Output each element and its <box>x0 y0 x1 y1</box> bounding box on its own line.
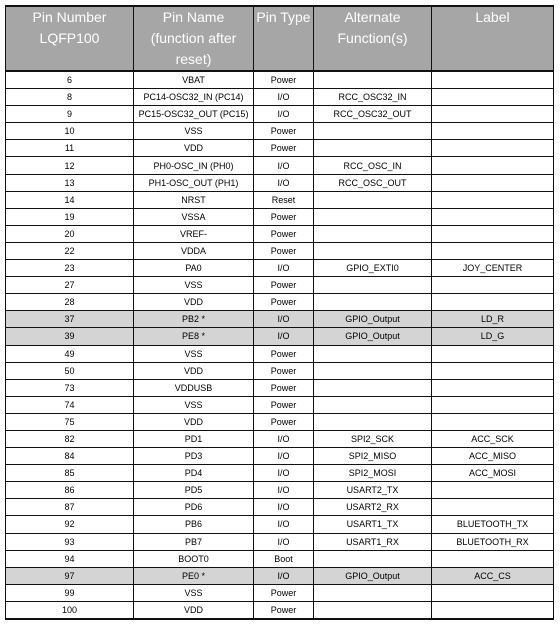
cell-pin-number: 73 <box>6 379 134 396</box>
table-row <box>6 533 554 550</box>
table-row <box>6 89 554 106</box>
cell-label <box>432 584 554 601</box>
cell-pin-name: PD1 <box>134 430 254 447</box>
cell-label: LD_R <box>432 311 554 328</box>
cell-pin-name: VDD <box>134 601 254 619</box>
cell-alternate-function: SPI2_MOSI <box>314 465 432 482</box>
table-row <box>6 277 554 294</box>
cell-alternate-function <box>314 396 432 413</box>
cell-pin-number: 49 <box>6 345 134 362</box>
cell-alternate-function: GPIO_Output <box>314 567 432 584</box>
cell-pin-name: VBAT <box>134 71 254 89</box>
cell-pin-type: Power <box>254 345 314 362</box>
cell-label <box>432 396 554 413</box>
cell-alternate-function: GPIO_Output <box>314 328 432 345</box>
cell-pin-number: 14 <box>6 191 134 208</box>
cell-pin-number: 20 <box>6 225 134 242</box>
cell-alternate-function: RCC_OSC32_OUT <box>314 106 432 123</box>
cell-pin-name: VDDUSB <box>134 379 254 396</box>
cell-pin-type: Power <box>254 379 314 396</box>
cell-pin-number: 39 <box>6 328 134 345</box>
pin-table-container <box>5 5 554 620</box>
cell-pin-number: 8 <box>6 89 134 106</box>
cell-alternate-function <box>314 242 432 259</box>
cell-pin-type: I/O <box>254 430 314 447</box>
cell-pin-name: VDDA <box>134 242 254 259</box>
cell-alternate-function <box>314 225 432 242</box>
cell-pin-name: NRST <box>134 191 254 208</box>
cell-pin-number: 13 <box>6 174 134 191</box>
cell-label <box>432 277 554 294</box>
cell-label <box>432 379 554 396</box>
cell-pin-number: 92 <box>6 516 134 533</box>
cell-pin-name: PE8 * <box>134 328 254 345</box>
cell-alternate-function: RCC_OSC_OUT <box>314 174 432 191</box>
cell-pin-number: 93 <box>6 533 134 550</box>
cell-pin-name: VDD <box>134 362 254 379</box>
cell-label <box>432 140 554 157</box>
cell-pin-type: I/O <box>254 499 314 516</box>
cell-label: ACC_CS <box>432 567 554 584</box>
cell-pin-name: VREF- <box>134 225 254 242</box>
table-row <box>6 294 554 311</box>
cell-alternate-function: GPIO_Output <box>314 311 432 328</box>
cell-alternate-function: USART2_RX <box>314 499 432 516</box>
cell-label <box>432 191 554 208</box>
cell-alternate-function: GPIO_EXTI0 <box>314 260 432 277</box>
table-row <box>6 328 554 345</box>
cell-pin-number: 87 <box>6 499 134 516</box>
cell-label <box>432 413 554 430</box>
pin-table-body <box>6 71 554 619</box>
header-pin-type-line: Pin Type <box>256 9 311 25</box>
cell-pin-type: Power <box>254 584 314 601</box>
cell-pin-number: 9 <box>6 106 134 123</box>
cell-label: LD_G <box>432 328 554 345</box>
cell-label <box>432 499 554 516</box>
cell-pin-number: 50 <box>6 362 134 379</box>
cell-pin-name: PE0 * <box>134 567 254 584</box>
cell-pin-number: 74 <box>6 396 134 413</box>
cell-label: ACC_MOSI <box>432 465 554 482</box>
cell-pin-type: Power <box>254 140 314 157</box>
cell-pin-type: Power <box>254 396 314 413</box>
cell-pin-type: Power <box>254 277 314 294</box>
cell-pin-number: 84 <box>6 448 134 465</box>
cell-pin-number: 6 <box>6 71 134 89</box>
table-row <box>6 362 554 379</box>
cell-pin-type: Power <box>254 123 314 140</box>
cell-alternate-function: USART1_RX <box>314 533 432 550</box>
table-row <box>6 413 554 430</box>
cell-label: BLUETOOTH_RX <box>432 533 554 550</box>
cell-pin-number: 85 <box>6 465 134 482</box>
cell-pin-name: PC15-OSC32_OUT (PC15) <box>134 106 254 123</box>
cell-pin-number: 99 <box>6 584 134 601</box>
table-row <box>6 482 554 499</box>
cell-alternate-function <box>314 601 432 619</box>
cell-pin-type: Boot <box>254 550 314 567</box>
cell-pin-name: VDD <box>134 294 254 311</box>
cell-label <box>432 345 554 362</box>
cell-pin-type: Reset <box>254 191 314 208</box>
table-row <box>6 396 554 413</box>
cell-pin-name: PA0 <box>134 260 254 277</box>
cell-pin-name: VSSA <box>134 208 254 225</box>
cell-pin-number: 28 <box>6 294 134 311</box>
table-row <box>6 311 554 328</box>
cell-pin-number: 100 <box>6 601 134 619</box>
table-row <box>6 157 554 174</box>
cell-alternate-function <box>314 345 432 362</box>
table-row <box>6 448 554 465</box>
cell-alternate-function: USART1_TX <box>314 516 432 533</box>
header-pin-number-line: Pin Number <box>32 9 107 25</box>
table-row <box>6 140 554 157</box>
cell-pin-name: PD6 <box>134 499 254 516</box>
header-alt-line: Function(s) <box>337 30 408 46</box>
table-row <box>6 601 554 619</box>
table-row <box>6 260 554 277</box>
table-row <box>6 465 554 482</box>
cell-pin-name: PD3 <box>134 448 254 465</box>
table-row <box>6 550 554 567</box>
pin-configuration-table <box>5 5 554 620</box>
cell-pin-name: PC14-OSC32_IN (PC14) <box>134 89 254 106</box>
cell-pin-number: 37 <box>6 311 134 328</box>
cell-label <box>432 294 554 311</box>
cell-pin-name: PH0-OSC_IN (PH0) <box>134 157 254 174</box>
cell-pin-number: 97 <box>6 567 134 584</box>
cell-alternate-function <box>314 140 432 157</box>
cell-alternate-function <box>314 550 432 567</box>
cell-pin-name: VSS <box>134 277 254 294</box>
cell-label <box>432 174 554 191</box>
cell-pin-name: PD5 <box>134 482 254 499</box>
cell-alternate-function: RCC_OSC32_IN <box>314 89 432 106</box>
cell-alternate-function: USART2_TX <box>314 482 432 499</box>
cell-label <box>432 362 554 379</box>
header-pin-name-line: reset) <box>175 51 212 67</box>
cell-label <box>432 550 554 567</box>
header-label <box>432 6 554 71</box>
cell-label: BLUETOOTH_TX <box>432 516 554 533</box>
cell-pin-type: I/O <box>254 567 314 584</box>
cell-pin-number: 27 <box>6 277 134 294</box>
cell-pin-type: I/O <box>254 482 314 499</box>
cell-alternate-function <box>314 208 432 225</box>
cell-label: ACC_SCK <box>432 430 554 447</box>
cell-pin-type: Power <box>254 601 314 619</box>
cell-alternate-function <box>314 413 432 430</box>
table-row <box>6 208 554 225</box>
cell-pin-type: I/O <box>254 260 314 277</box>
cell-pin-name: VSS <box>134 396 254 413</box>
cell-pin-number: 86 <box>6 482 134 499</box>
cell-pin-name: PH1-OSC_OUT (PH1) <box>134 174 254 191</box>
cell-alternate-function <box>314 379 432 396</box>
cell-alternate-function <box>314 191 432 208</box>
cell-pin-type: I/O <box>254 106 314 123</box>
table-row <box>6 499 554 516</box>
table-row <box>6 430 554 447</box>
cell-pin-type: Power <box>254 242 314 259</box>
table-row <box>6 516 554 533</box>
cell-pin-name: BOOT0 <box>134 550 254 567</box>
cell-alternate-function <box>314 584 432 601</box>
cell-pin-type: Power <box>254 71 314 89</box>
cell-pin-type: I/O <box>254 89 314 106</box>
cell-label <box>432 601 554 619</box>
header-pin-type <box>254 6 314 71</box>
cell-alternate-function <box>314 294 432 311</box>
cell-pin-name: PB7 <box>134 533 254 550</box>
cell-alternate-function <box>314 123 432 140</box>
cell-pin-type: I/O <box>254 448 314 465</box>
cell-pin-name: PD4 <box>134 465 254 482</box>
cell-alternate-function <box>314 71 432 89</box>
cell-label <box>432 89 554 106</box>
table-row <box>6 345 554 362</box>
cell-pin-number: 94 <box>6 550 134 567</box>
cell-pin-type: Power <box>254 294 314 311</box>
cell-alternate-function: RCC_OSC_IN <box>314 157 432 174</box>
cell-pin-number: 23 <box>6 260 134 277</box>
cell-pin-number: 82 <box>6 430 134 447</box>
table-row <box>6 106 554 123</box>
header-label-line: Label <box>475 9 510 25</box>
header-alt-line: Alternate <box>344 9 401 25</box>
cell-pin-number: 22 <box>6 242 134 259</box>
cell-pin-type: Power <box>254 208 314 225</box>
cell-pin-type: Power <box>254 225 314 242</box>
cell-pin-type: I/O <box>254 311 314 328</box>
header-pin-number <box>6 6 134 71</box>
cell-pin-number: 11 <box>6 140 134 157</box>
cell-alternate-function <box>314 277 432 294</box>
cell-label <box>432 208 554 225</box>
cell-label: JOY_CENTER <box>432 260 554 277</box>
table-row <box>6 584 554 601</box>
cell-pin-name: VSS <box>134 345 254 362</box>
header-pin-name <box>134 6 254 71</box>
cell-label <box>432 482 554 499</box>
header-pin-name-line: Pin Name <box>162 9 225 25</box>
cell-pin-type: I/O <box>254 157 314 174</box>
cell-pin-name: VSS <box>134 584 254 601</box>
cell-alternate-function: SPI2_SCK <box>314 430 432 447</box>
table-row <box>6 123 554 140</box>
cell-pin-number: 75 <box>6 413 134 430</box>
table-row <box>6 191 554 208</box>
table-row <box>6 567 554 584</box>
cell-alternate-function: SPI2_MISO <box>314 448 432 465</box>
header-pin-number-line: LQFP100 <box>39 30 100 46</box>
table-row <box>6 379 554 396</box>
cell-pin-type: Power <box>254 413 314 430</box>
cell-label: ACC_MISO <box>432 448 554 465</box>
cell-pin-number: 12 <box>6 157 134 174</box>
table-row <box>6 225 554 242</box>
cell-pin-name: VDD <box>134 413 254 430</box>
table-header-row <box>6 6 554 71</box>
cell-pin-name: PB2 * <box>134 311 254 328</box>
table-row <box>6 242 554 259</box>
cell-pin-type: I/O <box>254 328 314 345</box>
cell-label <box>432 157 554 174</box>
header-pin-name-line: (function after <box>150 30 237 46</box>
cell-alternate-function <box>314 362 432 379</box>
cell-pin-type: I/O <box>254 465 314 482</box>
cell-label <box>432 106 554 123</box>
cell-pin-name: VSS <box>134 123 254 140</box>
cell-pin-number: 10 <box>6 123 134 140</box>
cell-pin-type: I/O <box>254 533 314 550</box>
cell-pin-type: Power <box>254 362 314 379</box>
header-alternate-functions <box>314 6 432 71</box>
cell-pin-type: I/O <box>254 174 314 191</box>
cell-label <box>432 225 554 242</box>
cell-pin-number: 19 <box>6 208 134 225</box>
table-row <box>6 71 554 89</box>
cell-pin-type: I/O <box>254 516 314 533</box>
cell-label <box>432 123 554 140</box>
cell-label <box>432 71 554 89</box>
cell-pin-name: PB6 <box>134 516 254 533</box>
table-row <box>6 174 554 191</box>
cell-label <box>432 242 554 259</box>
cell-pin-name: VDD <box>134 140 254 157</box>
